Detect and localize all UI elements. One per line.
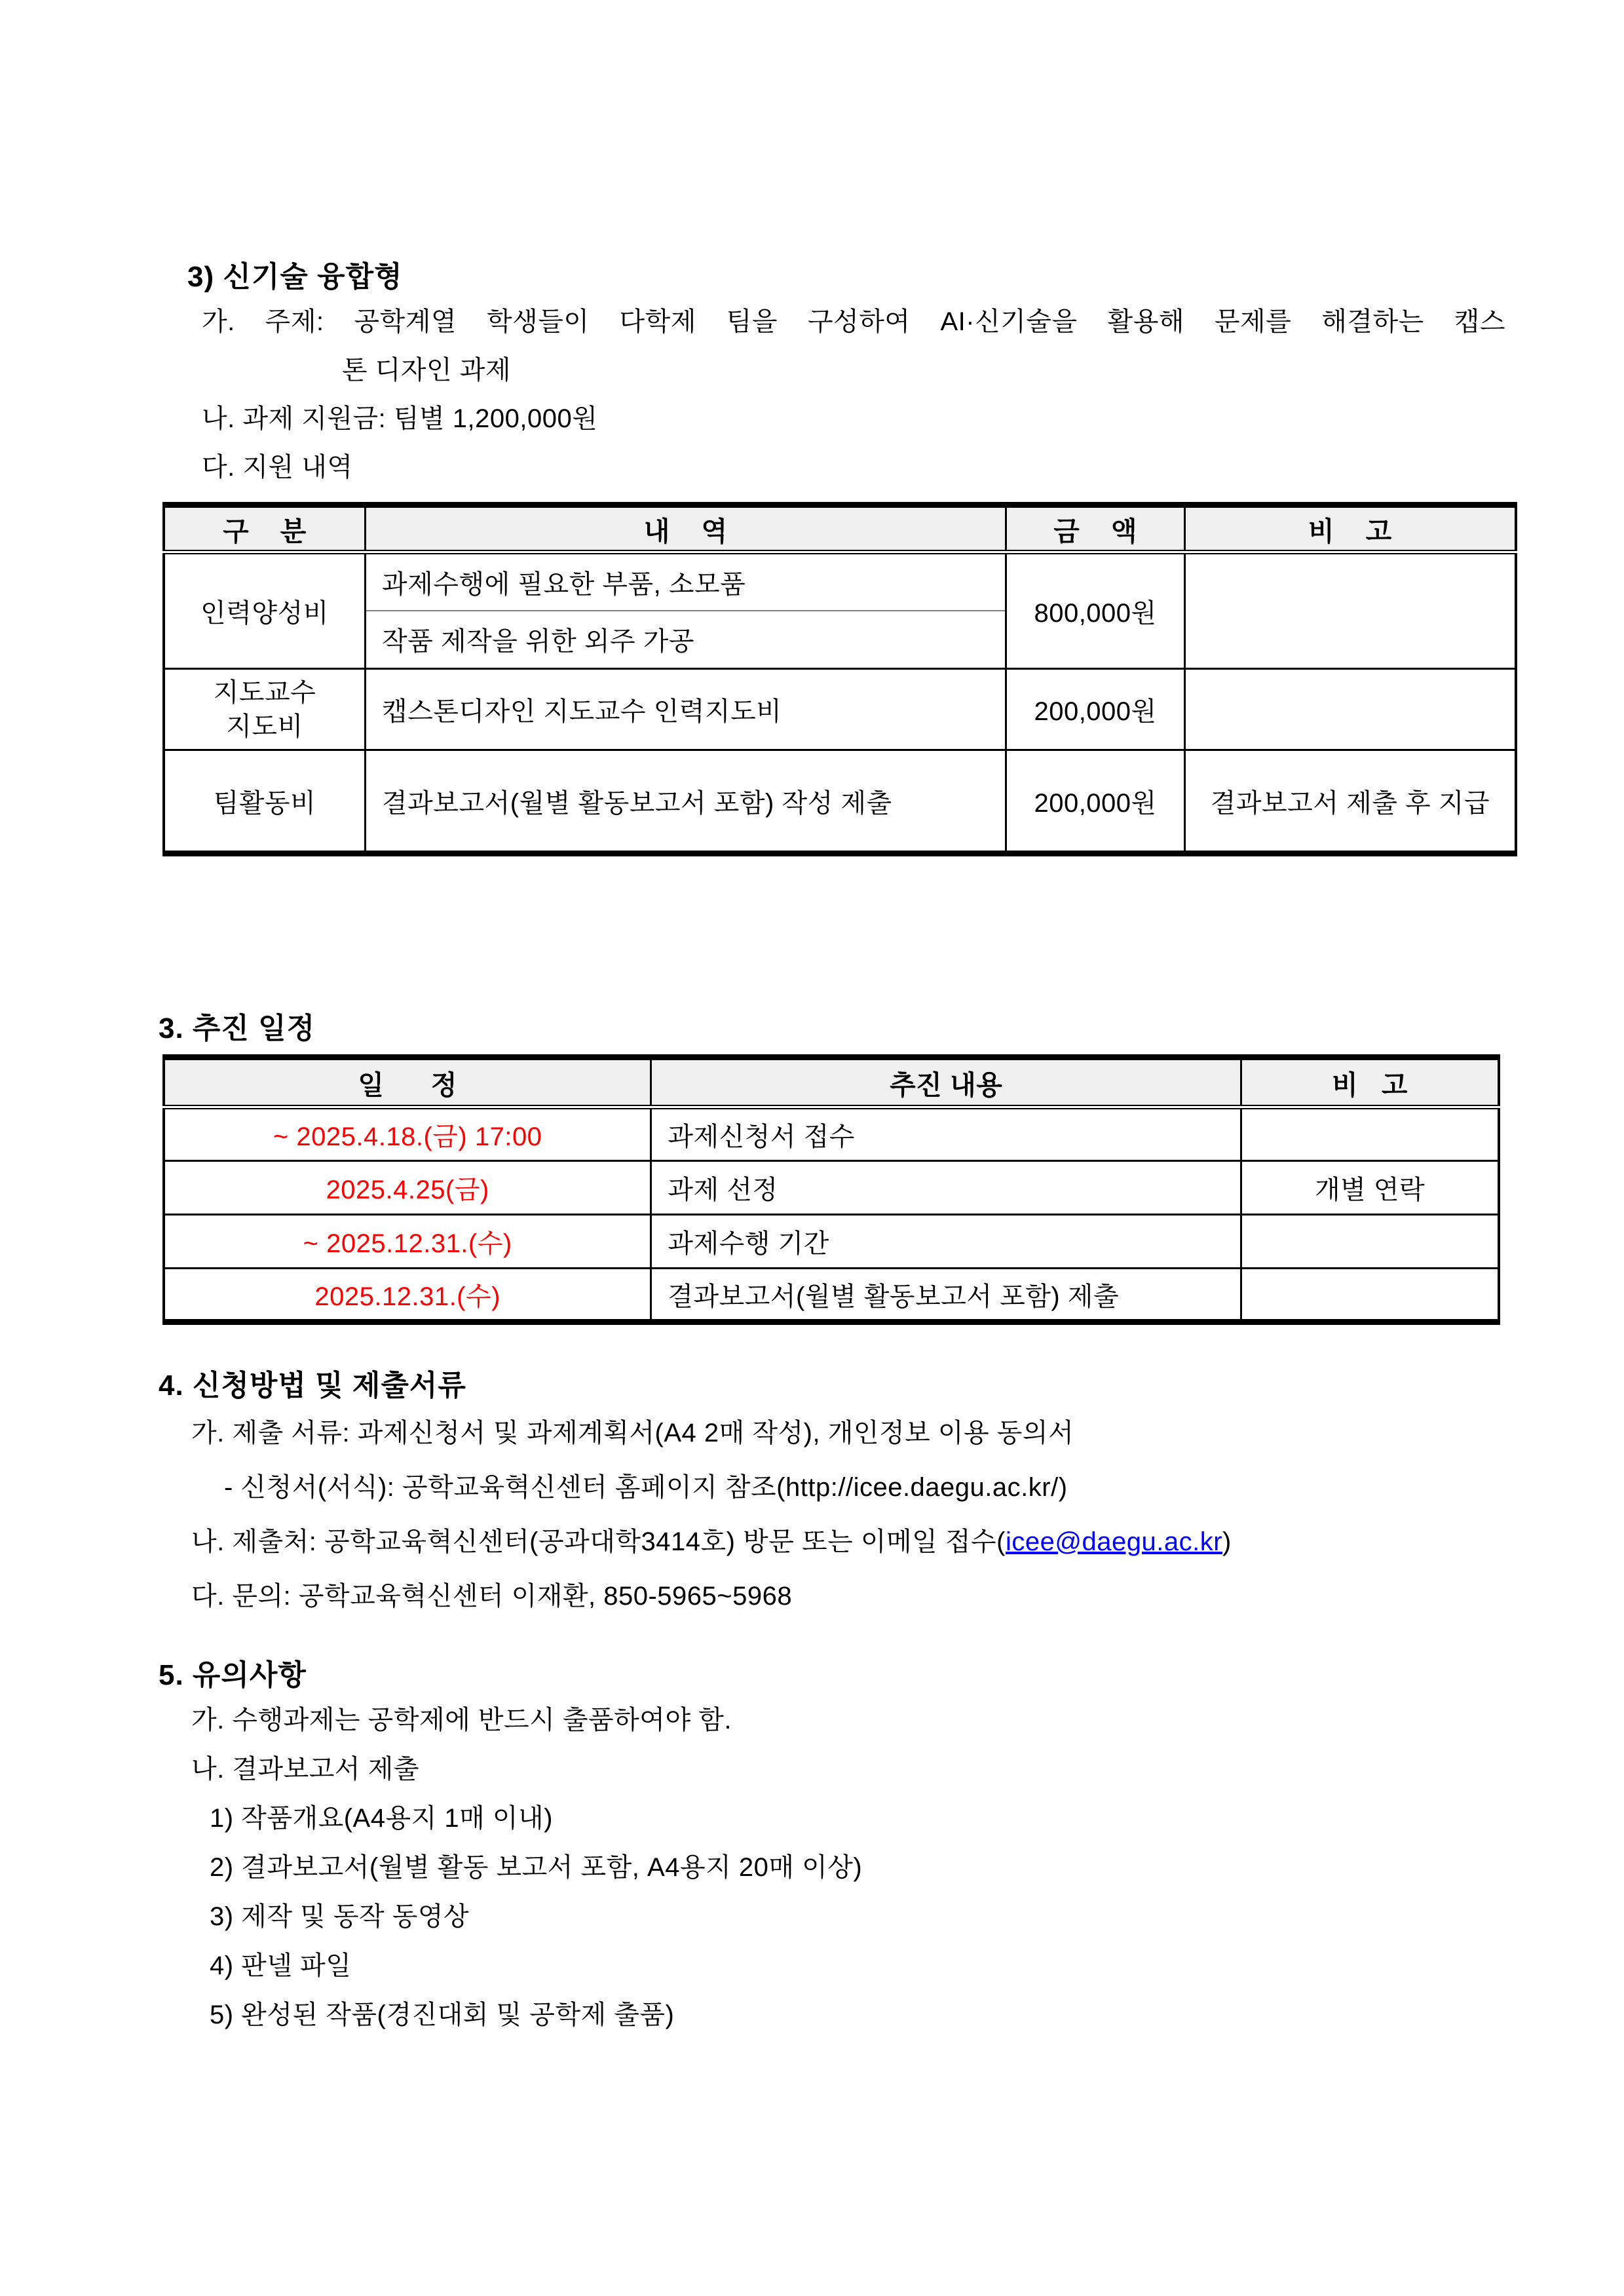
support-cell-team-amount: 200,000원 bbox=[1006, 750, 1184, 854]
schedule-row-application bbox=[164, 1107, 1499, 1161]
apply-item-documents: 가. 제출 서류: 과제신청서 및 과제계획서(A4 2매 작성), 개인정보 이용 동의서 bbox=[191, 1419, 1074, 1447]
schedule-content-execution: 과제수행 기간 bbox=[651, 1215, 1241, 1269]
newtech-item-support-detail: 다. 지원 내역 bbox=[202, 453, 353, 482]
notes-list-item-video: 3) 제작 및 동작 동영상 bbox=[210, 1902, 470, 1931]
notes-list-item-panel: 4) 판넬 파일 bbox=[210, 1951, 352, 1980]
support-table-header-row bbox=[164, 505, 1516, 552]
support-cell-advisor-amount: 200,000원 bbox=[1006, 669, 1184, 750]
support-header-category: 구 분 bbox=[164, 505, 366, 552]
notes-item-exhibition: 가. 수행과제는 공학제에 반드시 출품하여야 함. bbox=[191, 1706, 732, 1734]
schedule-row-selection bbox=[164, 1161, 1499, 1215]
schedule-content-application: 과제신청서 접수 bbox=[651, 1107, 1241, 1161]
email-link[interactable]: icee@daegu.ac.kr bbox=[1006, 1527, 1223, 1556]
schedule-date-execution: ~ 2025.12.31.(수) bbox=[164, 1215, 651, 1269]
support-cell-team-note: 결과보고서 제출 후 지급 bbox=[1184, 750, 1516, 854]
support-cell-manpower-outsourcing: 작품 제작을 위한 외주 가공 bbox=[366, 611, 1006, 669]
schedule-note-application bbox=[1241, 1107, 1499, 1161]
schedule-content-report: 결과보고서(월별 활동보고서 포함) 제출 bbox=[651, 1269, 1241, 1322]
apply-item-submission bbox=[191, 1515, 1624, 1569]
schedule-row-report bbox=[164, 1269, 1499, 1322]
newtech-section-heading: 3) 신기술 융합형 bbox=[187, 261, 403, 293]
schedule-note-report bbox=[1241, 1269, 1499, 1322]
support-header-amount: 금 액 bbox=[1006, 505, 1184, 552]
schedule-row-execution bbox=[164, 1215, 1499, 1269]
schedule-header-content: 추진 내용 bbox=[651, 1058, 1241, 1107]
schedule-date-report: 2025.12.31.(수) bbox=[164, 1269, 651, 1322]
newtech-item-funding: 나. 과제 지원금: 팀별 1,200,000원 bbox=[202, 404, 598, 433]
advisor-category-line2: 지도비 bbox=[226, 712, 303, 741]
notes-list-item-overview: 1) 작품개요(A4용지 1매 이내) bbox=[210, 1804, 553, 1833]
support-cell-advisor-detail: 캡스톤디자인 지도교수 인력지도비 bbox=[366, 669, 1006, 750]
schedule-header-note: 비 고 bbox=[1241, 1058, 1499, 1107]
apply-item-contact: 다. 문의: 공학교육혁신센터 이재환, 850-5965~5968 bbox=[191, 1582, 793, 1611]
apply-submission-prefix: 나. 제출처: 공학교육혁신센터(공과대학3414호) 방문 또는 이메일 접수( bbox=[191, 1527, 1006, 1556]
support-row-advisor bbox=[164, 669, 1516, 750]
notes-list-item-report: 2) 결과보고서(월별 활동 보고서 포함, A4용지 20매 이상) bbox=[210, 1853, 863, 1882]
schedule-note-execution bbox=[1241, 1215, 1499, 1269]
schedule-table bbox=[162, 1054, 1500, 1325]
support-cell-team-category: 팀활동비 bbox=[164, 750, 366, 854]
support-cell-advisor-note bbox=[1184, 669, 1516, 750]
notes-item-report-submission: 나. 결과보고서 제출 bbox=[191, 1755, 419, 1784]
newtech-topic-line1: 가. 주제: 공학계열 학생들이 다학제 팀을 구성하여 AI·신기술을 활용해 문제를 해결하는 캡스 bbox=[202, 307, 1505, 336]
newtech-topic-line2: 톤 디자인 과제 bbox=[342, 356, 512, 385]
apply-submission-suffix: ) bbox=[1222, 1527, 1232, 1556]
schedule-date-application: ~ 2025.4.18.(금) 17:00 bbox=[164, 1107, 651, 1161]
support-cell-manpower-category: 인력양성비 bbox=[164, 552, 366, 669]
schedule-content-selection: 과제 선정 bbox=[651, 1161, 1241, 1215]
support-row-manpower-1 bbox=[164, 552, 1516, 611]
support-cell-team-detail: 결과보고서(월별 활동보고서 포함) 작성 제출 bbox=[366, 750, 1006, 854]
support-cell-manpower-parts: 과제수행에 필요한 부품, 소모품 bbox=[366, 552, 1006, 611]
schedule-date-selection: 2025.4.25(금) bbox=[164, 1161, 651, 1215]
support-cell-manpower-note bbox=[1184, 552, 1516, 669]
schedule-note-selection: 개별 연락 bbox=[1241, 1161, 1499, 1215]
support-header-note: 비 고 bbox=[1184, 505, 1516, 552]
apply-section-heading: 4. 신청방법 및 제출서류 bbox=[159, 1369, 466, 1402]
schedule-section-heading: 3. 추진 일정 bbox=[159, 1012, 316, 1044]
support-row-team bbox=[164, 750, 1516, 854]
notes-list-item-artifact: 5) 완성된 작품(경진대회 및 공학제 출품) bbox=[210, 2000, 675, 2029]
newtech-item-topic bbox=[202, 297, 1505, 394]
apply-item-form-reference: - 신청서(서식): 공학교육혁신센터 홈페이지 참조(http://icee.daegu.ac.kr/) bbox=[224, 1473, 1068, 1502]
support-detail-table bbox=[162, 502, 1517, 856]
notes-section-heading: 5. 유의사항 bbox=[159, 1659, 307, 1691]
support-cell-advisor-category bbox=[164, 669, 366, 750]
schedule-table-header-row bbox=[164, 1058, 1499, 1107]
support-cell-manpower-amount: 800,000원 bbox=[1006, 552, 1184, 669]
advisor-category-line1: 지도교수 bbox=[213, 678, 316, 707]
schedule-header-date: 일 정 bbox=[164, 1058, 651, 1107]
support-header-detail: 내 역 bbox=[366, 505, 1006, 552]
